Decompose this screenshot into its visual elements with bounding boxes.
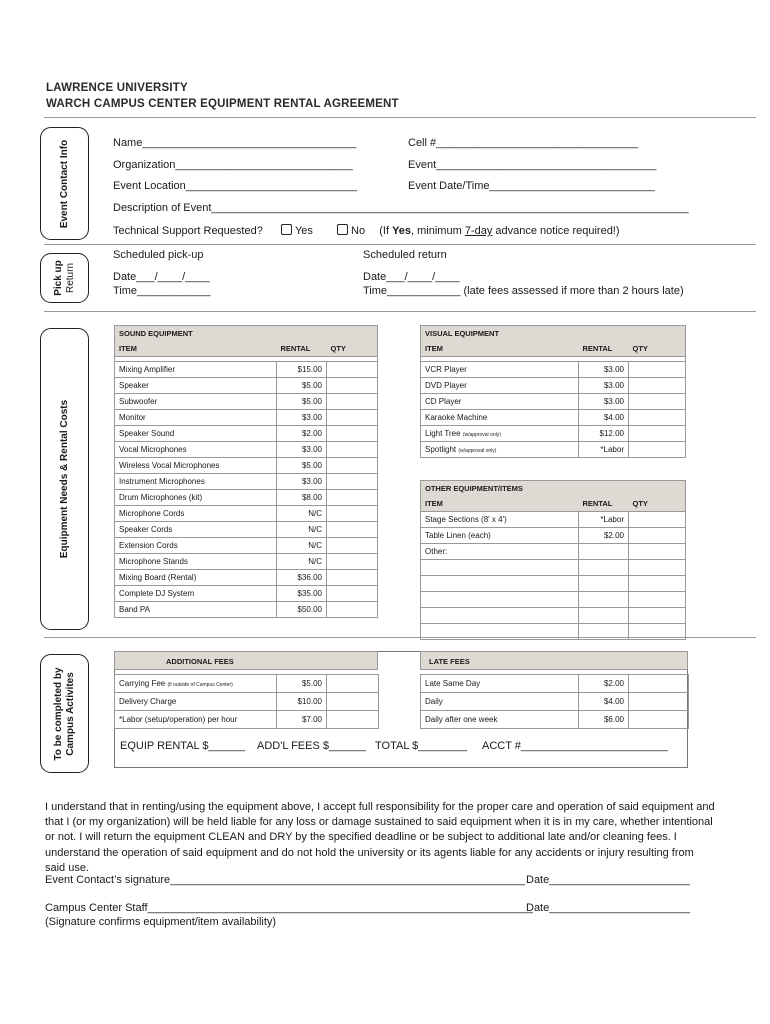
sound-equipment-rental: $36.00 xyxy=(277,570,327,586)
visual-col-rental: RENTAL xyxy=(579,341,629,357)
sound-equipment-item: Mixing Amplifier xyxy=(115,362,277,378)
sound-equipment-row xyxy=(115,410,378,426)
return-time-field[interactable]: Time____________ (late fees assessed if more than 2 hours late) xyxy=(363,285,684,297)
sound-equipment-item: Monitor xyxy=(115,410,277,426)
sound-equipment-qty[interactable] xyxy=(327,442,378,458)
sound-title: SOUND EQUIPMENT xyxy=(115,326,378,342)
sound-equipment-row xyxy=(115,426,378,442)
equip-rental-total[interactable]: EQUIP RENTAL $______ xyxy=(120,740,246,752)
late-fee-qty[interactable] xyxy=(629,693,689,711)
sound-equipment-item: Speaker Cords xyxy=(115,522,277,538)
visual-col-qty: QTY xyxy=(629,341,686,357)
late-fee-qty[interactable] xyxy=(629,675,689,693)
sound-equipment-row xyxy=(115,458,378,474)
late-fee-qty[interactable] xyxy=(629,711,689,729)
visual-equipment-qty[interactable] xyxy=(629,442,686,458)
sound-equipment-row xyxy=(115,394,378,410)
visual-col-item: ITEM xyxy=(421,341,579,357)
sound-equipment-rental: N/C xyxy=(277,506,327,522)
sound-equipment-rental: N/C xyxy=(277,538,327,554)
late-fee-row xyxy=(421,693,689,711)
sound-equipment-row xyxy=(115,362,378,378)
return-title: Scheduled return xyxy=(363,249,447,261)
other-equipment-blank-qty[interactable] xyxy=(629,592,686,608)
sound-equipment-qty[interactable] xyxy=(327,362,378,378)
sound-equipment-qty[interactable] xyxy=(327,426,378,442)
tech-support-label: Technical Support Requested? xyxy=(113,225,263,237)
no-checkbox[interactable] xyxy=(337,224,348,235)
pickup-time-field[interactable]: Time____________ xyxy=(113,285,211,297)
visual-equipment-qty[interactable] xyxy=(629,394,686,410)
other-equipment-qty[interactable] xyxy=(629,512,686,528)
sound-equipment-item: Wireless Vocal Microphones xyxy=(115,458,277,474)
sound-equipment-rental: N/C xyxy=(277,522,327,538)
late-fee-row xyxy=(421,675,689,693)
visual-equipment-row xyxy=(421,378,686,394)
sound-equipment-item: Drum Microphones (kit) xyxy=(115,490,277,506)
other-equipment-rental xyxy=(579,544,629,560)
other-equipment-row xyxy=(421,544,686,560)
equipment-divider xyxy=(44,637,756,638)
addl-fees-total[interactable]: ADD'L FEES $______ xyxy=(257,740,366,752)
additional-fees-table xyxy=(114,674,379,729)
sound-equipment-row xyxy=(115,474,378,490)
other-equipment-blank-rental xyxy=(579,592,629,608)
pickup-title: Scheduled pick-up xyxy=(113,249,204,261)
other-equipment-blank-qty[interactable] xyxy=(629,576,686,592)
sound-equipment-item: Speaker xyxy=(115,378,277,394)
sound-equipment-qty[interactable] xyxy=(327,586,378,602)
sound-equipment-qty[interactable] xyxy=(327,538,378,554)
other-equipment-blank-item xyxy=(421,576,579,592)
visual-equipment-rental: $12.00 xyxy=(579,426,629,442)
late-fee-amount: $6.00 xyxy=(579,711,629,729)
other-equipment-item: Stage Sections (8' x 4') xyxy=(421,512,579,528)
visual-equipment-rental: *Labor xyxy=(579,442,629,458)
event-contact-signature[interactable]: Event Contact’s signature__________________________________________________________ xyxy=(45,874,525,886)
return-date-field[interactable]: Date___/____/____ xyxy=(363,271,460,283)
sound-equipment-rental: $50.00 xyxy=(277,602,327,618)
sound-equipment-row xyxy=(115,442,378,458)
sound-equipment-item: Subwoofer xyxy=(115,394,277,410)
visual-equipment-item: Karaoke Machine xyxy=(421,410,579,426)
other-equipment-qty[interactable] xyxy=(629,528,686,544)
visual-equipment-item: Light Tree (w/approval only) xyxy=(421,426,579,442)
sound-equipment-qty[interactable] xyxy=(327,410,378,426)
sound-equipment-rental: $3.00 xyxy=(277,474,327,490)
fee-row-labor: *Labor (setup/operation) per hour xyxy=(115,711,277,729)
visual-equipment-qty[interactable] xyxy=(629,378,686,394)
sound-equipment-qty[interactable] xyxy=(327,490,378,506)
sound-equipment-qty[interactable] xyxy=(327,554,378,570)
visual-equipment-row xyxy=(421,410,686,426)
sound-equipment-rental: $5.00 xyxy=(277,394,327,410)
visual-equipment-table xyxy=(420,325,686,458)
sound-equipment-rental: $3.00 xyxy=(277,410,327,426)
sound-equipment-row xyxy=(115,586,378,602)
sound-equipment-row xyxy=(115,538,378,554)
event-field[interactable]: Event____________________________________ xyxy=(408,159,657,171)
sound-equipment-item: Complete DJ System xyxy=(115,586,277,602)
tech-support-row xyxy=(113,224,620,237)
sound-equipment-qty[interactable] xyxy=(327,474,378,490)
notice-text: (If Yes, minimum 7-day advance notice required!) xyxy=(379,225,620,237)
visual-equipment-qty[interactable] xyxy=(629,362,686,378)
other-equipment-row xyxy=(421,512,686,528)
sound-equipment-rental: $5.00 xyxy=(277,378,327,394)
other-equipment-blank-qty[interactable] xyxy=(629,608,686,624)
other-equipment-item: Other: xyxy=(421,544,579,560)
sound-equipment-qty[interactable] xyxy=(327,458,378,474)
other-col-qty: QTY xyxy=(629,496,686,512)
fee-delivery-amount: $10.00 xyxy=(277,693,327,711)
sound-equipment-qty[interactable] xyxy=(327,378,378,394)
tab-event-contact xyxy=(40,127,89,240)
sound-equipment-rental: $15.00 xyxy=(277,362,327,378)
pickup-date-field[interactable]: Date___/____/____ xyxy=(113,271,210,283)
other-equipment-blank-row xyxy=(421,608,686,624)
sound-equipment-rental: $3.00 xyxy=(277,442,327,458)
sound-col-item: ITEM xyxy=(115,341,277,357)
sound-equipment-item: Microphone Cords xyxy=(115,506,277,522)
sound-equipment-row xyxy=(115,522,378,538)
other-equipment-blank-row xyxy=(421,592,686,608)
visual-equipment-row xyxy=(421,442,686,458)
organization-field[interactable]: Organization_____________________________ xyxy=(113,159,353,171)
other-title: OTHER EQUIPMENT/ITEMS xyxy=(421,481,686,497)
other-equipment-rental: *Labor xyxy=(579,512,629,528)
sound-equipment-rental: $8.00 xyxy=(277,490,327,506)
tab-pickup-label: Pick up Return xyxy=(52,260,76,296)
late-fee-amount: $4.00 xyxy=(579,693,629,711)
account-number[interactable]: ACCT #________________________ xyxy=(482,740,668,752)
visual-equipment-qty[interactable] xyxy=(629,426,686,442)
additional-fees-header xyxy=(114,651,378,670)
sound-equipment-rental: $2.00 xyxy=(277,426,327,442)
other-equipment-blank-rental xyxy=(579,608,629,624)
visual-equipment-rental: $3.00 xyxy=(579,394,629,410)
tab-equipment xyxy=(40,328,89,630)
sound-equipment-rental: $5.00 xyxy=(277,458,327,474)
sound-equipment-item: Vocal Microphones xyxy=(115,442,277,458)
visual-equipment-item: DVD Player xyxy=(421,378,579,394)
other-equipment-blank-rental xyxy=(579,576,629,592)
late-fee-item: Daily after one week xyxy=(421,711,579,729)
no-label: No xyxy=(351,225,366,237)
pickup-divider xyxy=(44,311,756,312)
visual-equipment-item: CD Player xyxy=(421,394,579,410)
signature-note: (Signature confirms equipment/item availability) xyxy=(45,916,277,928)
visual-title: VISUAL EQUIPMENT xyxy=(421,326,686,342)
form-title: WARCH CAMPUS CENTER EQUIPMENT RENTAL AGREEMENT xyxy=(46,98,399,110)
late-fee-item: Late Same Day xyxy=(421,675,579,693)
sound-equipment-qty[interactable] xyxy=(327,394,378,410)
other-equipment-table xyxy=(420,480,686,640)
fee-row-carrying: Carrying Fee (if outside of Campus Center) xyxy=(115,675,277,693)
visual-equipment-item: Spotlight (w/approval only) xyxy=(421,442,579,458)
sound-equipment-item: Band PA xyxy=(115,602,277,618)
university-title: LAWRENCE UNIVERSITY xyxy=(46,82,188,94)
visual-equipment-rental: $3.00 xyxy=(579,378,629,394)
agreement-paragraph: I understand that in renting/using the equipment above, I accept full responsibility for the proper care and operation of said equipment and that I (or my organization) will be held liable for any loss or damage sustained to said equipment when it is in my care, whether intentional or not. I will return the equipment CLEAN and DRY by the specified deadline or be subject to additional late and/or cleaning fees. I understand the operation of said equipment and do not hold the university or its agents liable for any accidents or injury resulting from said use. xyxy=(45,801,715,874)
visual-equipment-qty[interactable] xyxy=(629,410,686,426)
sound-equipment-row xyxy=(115,378,378,394)
fee-labor-qty[interactable] xyxy=(327,711,379,729)
visual-equipment-row xyxy=(421,394,686,410)
fee-delivery-qty[interactable] xyxy=(327,693,379,711)
tab-campus-activities xyxy=(40,654,89,773)
other-equipment-row xyxy=(421,528,686,544)
sound-equipment-item: Instrument Microphones xyxy=(115,474,277,490)
sound-equipment-item: Speaker Sound xyxy=(115,426,277,442)
sound-equipment-item: Mixing Board (Rental) xyxy=(115,570,277,586)
sound-equipment-rental: N/C xyxy=(277,554,327,570)
campus-staff-date[interactable]: Date_______________________ xyxy=(526,902,690,914)
sound-equipment-qty[interactable] xyxy=(327,506,378,522)
tab-pickup-return xyxy=(40,253,89,303)
sound-equipment-rental: $35.00 xyxy=(277,586,327,602)
late-fee-item: Daily xyxy=(421,693,579,711)
sound-equipment-qty[interactable] xyxy=(327,602,378,618)
sound-equipment-qty[interactable] xyxy=(327,570,378,586)
other-col-item: ITEM xyxy=(421,496,579,512)
sound-equipment-row xyxy=(115,554,378,570)
fee-labor-amount: $7.00 xyxy=(277,711,327,729)
other-equipment-blank-rental xyxy=(579,560,629,576)
other-equipment-rental: $2.00 xyxy=(579,528,629,544)
sound-equipment-row xyxy=(115,570,378,586)
yes-checkbox[interactable] xyxy=(281,224,292,235)
sound-equipment-table xyxy=(114,325,378,618)
title-divider xyxy=(44,117,756,118)
late-fee-row xyxy=(421,711,689,729)
visual-equipment-row xyxy=(421,426,686,442)
sound-equipment-row xyxy=(115,602,378,618)
sound-equipment-qty[interactable] xyxy=(327,522,378,538)
late-fees-title: LATE FEES xyxy=(429,657,470,666)
visual-equipment-rental: $4.00 xyxy=(579,410,629,426)
contact-divider xyxy=(44,244,756,245)
sound-col-rental: RENTAL xyxy=(277,341,327,357)
sound-equipment-row xyxy=(115,490,378,506)
other-equipment-blank-row xyxy=(421,576,686,592)
event-location-field[interactable]: Event Location____________________________ xyxy=(113,180,358,192)
visual-equipment-rental: $3.00 xyxy=(579,362,629,378)
sound-equipment-item: Extension Cords xyxy=(115,538,277,554)
tab-event-contact-label: Event Contact Info xyxy=(58,139,70,228)
event-contact-date[interactable]: Date_______________________ xyxy=(526,874,690,886)
other-equipment-blank-row xyxy=(421,560,686,576)
additional-fees-title: ADDITIONAL FEES xyxy=(166,657,234,666)
event-date-time-field[interactable]: Event Date/Time___________________________ xyxy=(408,180,655,192)
fee-carrying-qty[interactable] xyxy=(327,675,379,693)
late-fee-amount: $2.00 xyxy=(579,675,629,693)
visual-equipment-row xyxy=(421,362,686,378)
other-equipment-blank-qty[interactable] xyxy=(629,560,686,576)
tab-campus-label: To be completed by Campus Activites xyxy=(52,666,76,761)
cell-field[interactable]: Cell #_________________________________ xyxy=(408,137,639,149)
tab-equipment-label: Equipment Needs & Rental Costs xyxy=(58,399,70,559)
sound-equipment-row xyxy=(115,506,378,522)
other-equipment-blank-item xyxy=(421,608,579,624)
description-field[interactable]: Description of Event______________________________________________________________________________ xyxy=(113,202,689,214)
other-col-rental: RENTAL xyxy=(579,496,629,512)
campus-staff-signature[interactable]: Campus Center Staff_______________________________________________________________ xyxy=(45,902,533,914)
other-equipment-item: Table Linen (each) xyxy=(421,528,579,544)
other-equipment-blank-item xyxy=(421,560,579,576)
other-equipment-blank-item xyxy=(421,592,579,608)
fee-carrying-amount: $5.00 xyxy=(277,675,327,693)
yes-label: Yes xyxy=(294,225,313,237)
fee-row-delivery: Delivery Charge xyxy=(115,693,277,711)
visual-equipment-item: VCR Player xyxy=(421,362,579,378)
sound-col-qty: QTY xyxy=(327,341,378,357)
late-fees-table xyxy=(420,674,689,729)
name-field[interactable]: Name___________________________________ xyxy=(113,137,357,149)
other-equipment-qty[interactable] xyxy=(629,544,686,560)
grand-total[interactable]: TOTAL $________ xyxy=(375,740,468,752)
late-fees-header xyxy=(420,651,688,670)
sound-equipment-item: Microphone Stands xyxy=(115,554,277,570)
